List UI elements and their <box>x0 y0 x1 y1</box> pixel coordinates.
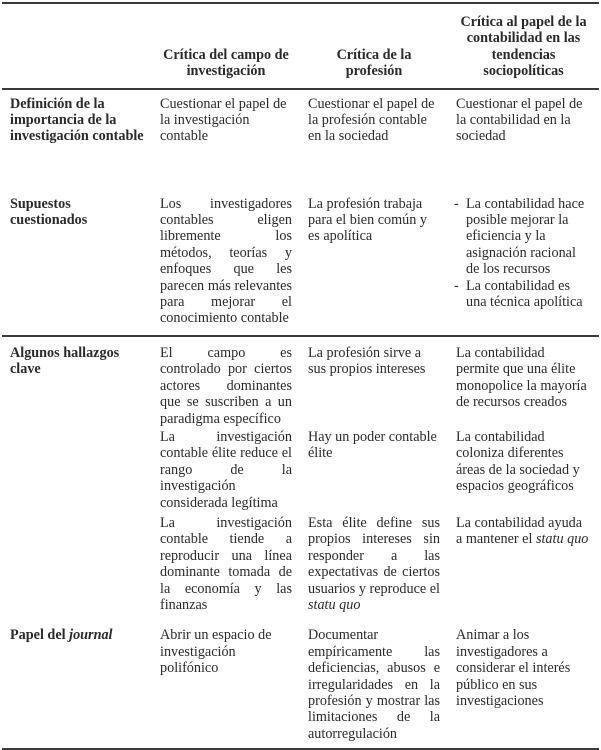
cell-papel-sociopolitica: Animar a los investigadores a considerar el interés público en sus investigaciones <box>456 627 571 709</box>
row-label-papel <box>2 613 152 749</box>
row-hallazgos-3 <box>2 511 599 613</box>
cell-hallazgos-1-profesion: La profesión sirve a sus propios intereses <box>308 344 426 378</box>
row-label-empty <box>2 511 152 613</box>
cell-supuestos-profesion: La profesión trabaja para el bien común y es apolítica <box>308 195 427 245</box>
cell-papel-campo: Abrir un espacio de investigación polifónico <box>160 627 272 677</box>
row-label-supuestos: Supuestos cuestionados <box>10 195 88 229</box>
cell-hallazgos-3-profesion <box>300 511 448 613</box>
row-hallazgos-2 <box>2 427 599 511</box>
row-label-empty <box>2 427 152 511</box>
list-item: - La contabilidad es una técnica apolítica <box>456 278 591 311</box>
row-label-hallazgos: Algunos hallazgos clave <box>10 344 120 378</box>
cell-definicion-sociopolitica: Cuestionar el papel de la contabilidad en la sociedad <box>456 95 583 145</box>
cell-italic-text: statu quo <box>535 531 589 548</box>
cell-text: La contabilidad ayuda a mantener el <box>456 514 583 548</box>
cell-hallazgos-2-profesion: Hay un poder contable élite <box>308 428 437 462</box>
header-sociopolitica: Crítica al papel de la contabilidad en las tendencias sociopolíticas <box>460 14 587 80</box>
header-profesion: Crítica de la profesión <box>336 46 412 80</box>
cell-hallazgos-3-campo: La investigación contable tiende a reproducir una línea dominante tomada de la economía y las finanzas <box>160 514 292 613</box>
row-label-definicion: Definición de la importancia de la investigación contable <box>10 95 144 145</box>
cell-text: Esta élite define sus propios intereses sin responder a las expectativas de ciertos usuarios y reproduce el <box>308 514 440 597</box>
cell-hallazgos-2-campo: La investigación contable élite reduce el rango de la investigación considerada legítima <box>160 428 292 511</box>
cell-definicion-campo: Cuestionar el papel de la investigación contable <box>160 95 287 145</box>
cell-supuestos-sociopolitica <box>448 182 599 336</box>
row-hallazgos-1 <box>2 336 599 427</box>
list-item: - La contabilidad hace posible mejorar la eficiencia y la asignación racional de los recursos <box>456 196 591 278</box>
row-papel <box>2 613 599 749</box>
header-campo: Crítica del campo de investigación <box>163 46 289 80</box>
header-empty <box>2 3 152 89</box>
row-supuestos <box>2 182 599 336</box>
cell-italic-text: statu quo <box>308 596 361 613</box>
cell-papel-profesion: Documentar empíricamente las deficiencias, abusos e irregularidades en la profesión y mostrar las limitaciones de la autorregulación <box>308 627 440 742</box>
supuestos-list <box>456 196 591 311</box>
cell-supuestos-campo: Los investigadores contables eligen libremente los métodos, teorías y enfoques que les parecen más relevantes para mejorar el conocimiento contable <box>160 195 292 327</box>
cell-hallazgos-3-sociopolitica <box>448 511 599 613</box>
cell-hallazgos-2-sociopolitica: La contabilidad coloniza diferentes áreas de la sociedad y espacios geográficos <box>456 428 580 495</box>
row-definicion <box>2 89 599 182</box>
label-text: Papel del <box>10 627 66 644</box>
cell-hallazgos-1-campo: El campo es controlado por ciertos actores dominantes que se suscriben a un paradigma específico <box>160 344 292 427</box>
comparison-table <box>2 2 599 750</box>
label-italic-text: journal <box>69 627 113 644</box>
cell-hallazgos-1-sociopolitica: La contabilidad permite que una élite monopolice la mayoría de recursos creados <box>456 344 587 411</box>
header-row <box>2 3 599 89</box>
cell-definicion-profesion: Cuestionar el papel de la profesión contable en la sociedad <box>308 95 435 145</box>
